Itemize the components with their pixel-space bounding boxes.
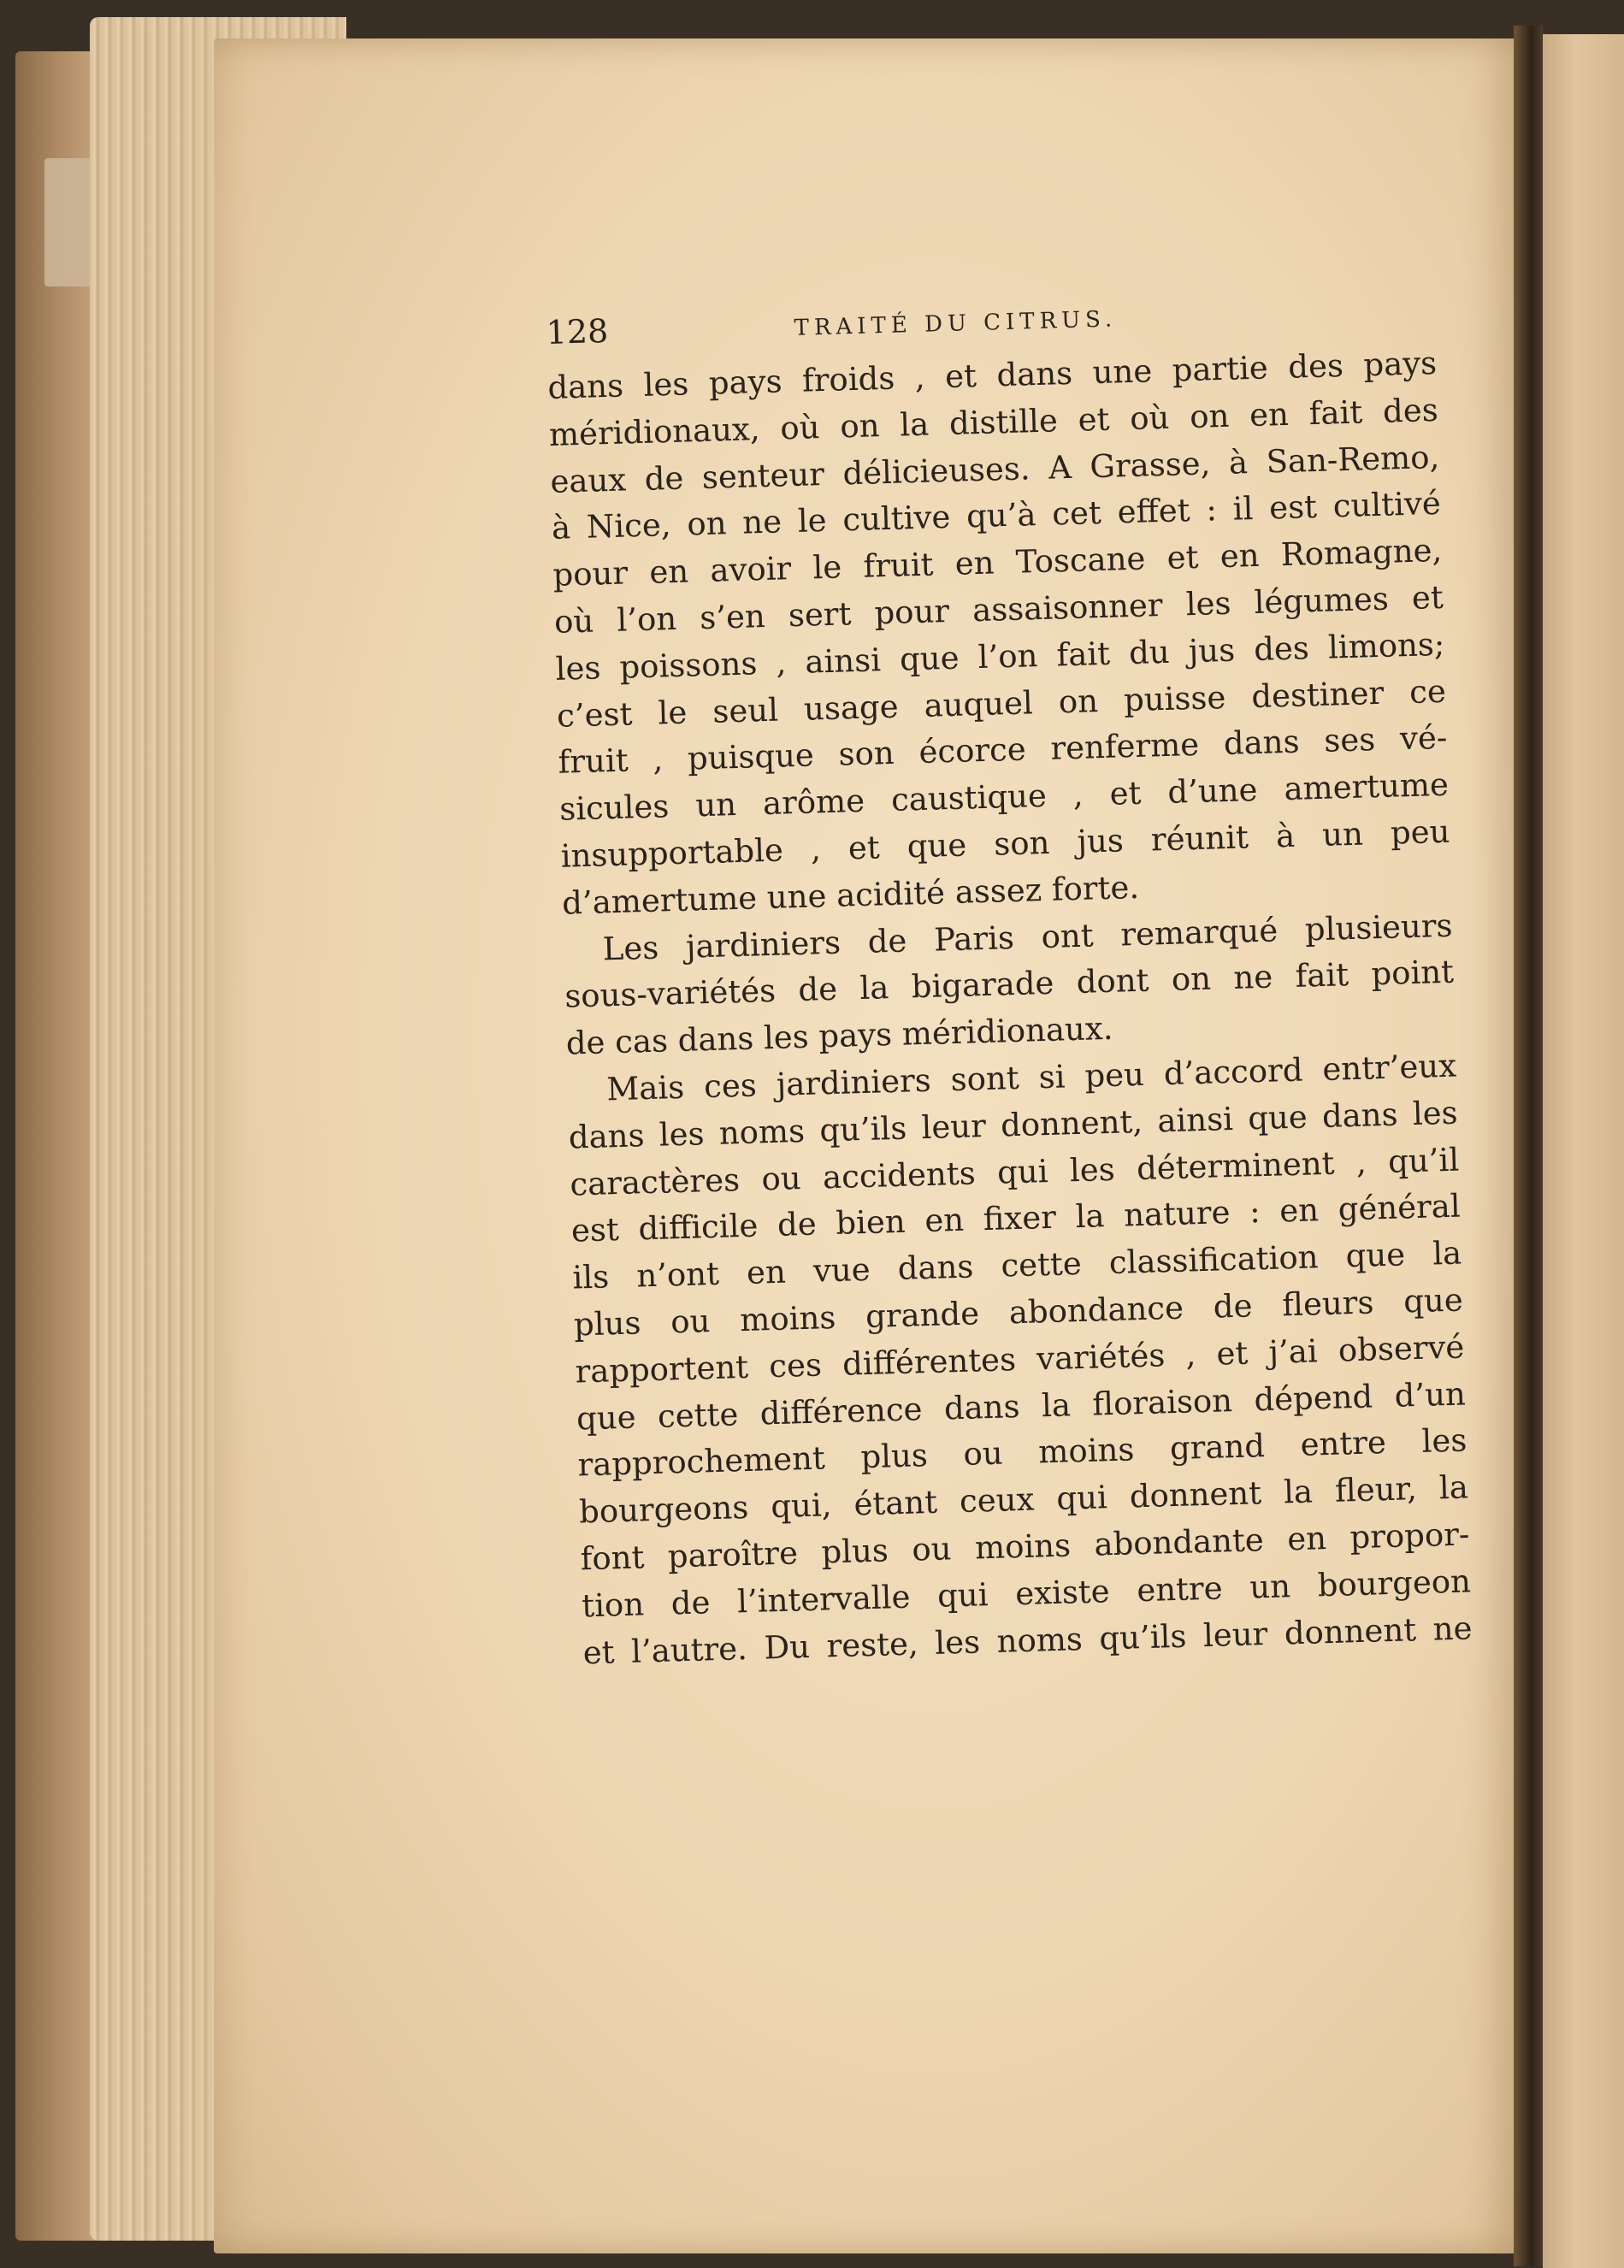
text-line: les poissons , ainsi que l’on fait du jus des limons; [555,625,1445,688]
text-line: où l’on s’en sert pour assaisonner les légumes et [553,578,1444,641]
text-line: fruit , puisque son écorce renferme dans ses vé- [558,719,1448,782]
text-line: plus ou moins grande abondance de fleurs que [573,1281,1464,1344]
text-line: insupportable , et que son jus réunit à un peu [560,812,1450,875]
text-line: de cas dans les pays méridionaux. [565,1009,1113,1062]
text-line: sous-variétés de la bigarade dont on ne fait point [564,954,1455,1016]
running-head-title: TRAITÉ DU CITRUS. [794,306,1118,341]
text-line: à Nice, on ne le cultive qu’à cet effet : il est cultivé [551,485,1442,547]
text-line: dans les noms qu’ils leur donnent, ainsi que dans les [568,1094,1459,1156]
book-gutter [1514,26,1543,2266]
page-body [547,340,1473,1677]
text-line: Mais ces jardiniers sont si peu d’accord entr’eux [605,1047,1457,1108]
text-line: eaux de senteur délicieuses. A Grasse, à San-Remo, [549,438,1440,500]
page-text-block [546,287,1473,1677]
text-line: pour en avoir le fruit en Toscane et en Romagne, [552,532,1443,594]
text-line: que cette différence dans la floraison dépend d’un [576,1374,1467,1438]
text-line: caractères ou accidents qui les déterminent , qu’il [569,1141,1460,1203]
text-line: bourgeons qui, étant ceux qui donnent la fleur, la [578,1468,1469,1531]
text-line: c’est le seul usage auquel on puisse destiner ce [556,672,1447,735]
text-line: ils n’ont en vue dans cette classification que la [571,1234,1462,1296]
text-line: tion de l’intervalle qui existe entre un bourgeon [581,1562,1472,1625]
page-number: 128 [546,311,609,351]
text-line: rapprochement plus ou moins grand entre les [577,1421,1468,1484]
text-line: sicules un arôme caustique , et d’une amertume [558,765,1450,828]
text-line: rapportent ces différentes variétés , et j’ai observé [575,1328,1465,1391]
text-line: et l’autre. Du reste, les noms qu’ils leur donnent ne [582,1609,1473,1671]
facing-page-edge [1543,34,1624,2268]
text-line: méridionaux, où on la distille et où on en fait des [548,391,1439,453]
text-line: d’amertume une acidité assez forte. [561,868,1140,922]
text-line: dans les pays froids , et dans une partie des pays [546,344,1438,406]
text-line: Les jardiniers de Paris ont remarqué plusieurs [602,907,1454,967]
text-line: est difficile de bien en fixer la nature : en général [570,1187,1462,1249]
text-line: font paroître plus ou moins abondante en propor- [580,1515,1470,1578]
